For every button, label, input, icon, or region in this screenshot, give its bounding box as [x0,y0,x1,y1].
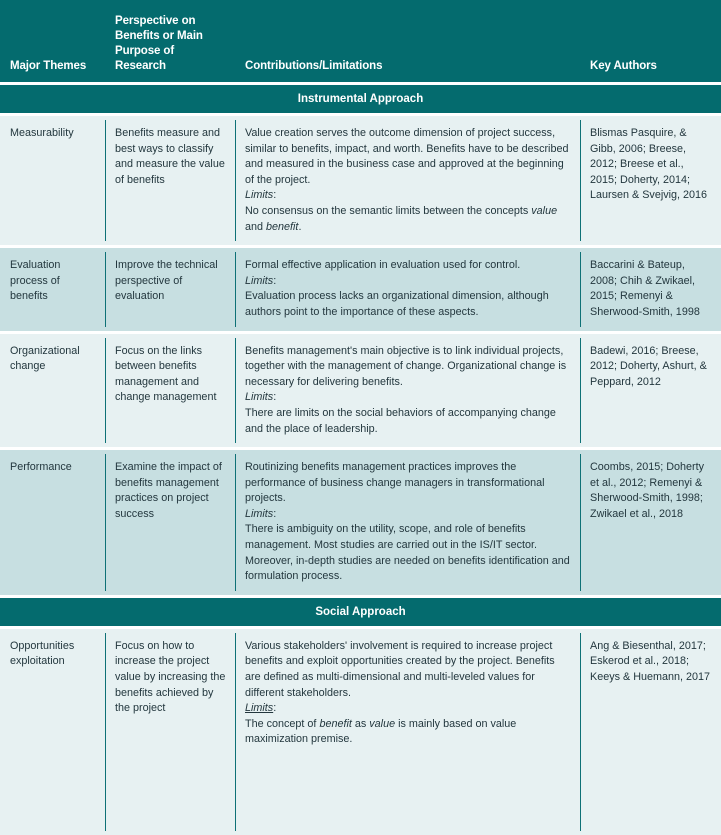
cell-perspective: Focus on how to increase the project value by increasing the benefits achieved by the project [105,629,235,835]
contributions-text: Formal effective application in evaluation used for control. [245,259,521,272]
limits-term-2: value [369,717,396,730]
section-header-social: Social Approach [0,598,721,626]
limits-label: Limits [245,391,274,404]
limits-colon: : [273,702,277,715]
contributions-text: Various stakeholders' involvement is required to increase project benefits and exploit opportunities created by the project. Benefits are defined as multi-dimensional and multi-leveled values for different stakeholders. [245,639,555,699]
limits-colon: : [273,274,277,287]
cell-contributions [235,116,580,245]
limits-text-after: . [298,220,302,233]
cell-perspective: Examine the impact of benefits management practices on project success [105,450,235,595]
table-row [0,334,721,448]
cell-major-theme: Evaluation process of benefits [10,259,61,303]
cell-perspective: Benefits measure and best ways to classify and measure the value of benefits [105,116,235,245]
cell-key-authors: Blismas Pasquire, & Gibb, 2006; Breese, 2012; Breese et al., 2015; Doherty, 2014; Laursen & Svejvig, 2016 [580,116,721,245]
limits-colon: : [273,189,277,202]
table-row [0,248,721,330]
cell-key-authors: Ang & Biesenthal, 2017; Eskerod et al., 2018; Keeys & Huemann, 2017 [580,629,721,835]
contributions-text: Benefits management's main objective is to link individual projects, together with the management of change. Organizational change is necessary for delivering benefits. [245,344,567,388]
cell-contributions [235,334,580,448]
table-row [0,629,721,835]
table-header-row [0,0,721,82]
limits-text-before: Evaluation process lacks an organizational dimension, although authors point to the importance of these aspects. [245,290,549,318]
cell-perspective: Improve the technical perspective of evaluation [105,248,235,330]
limits-text-before: There are limits on the social behaviors of accompanying change and the place of leadership. [245,406,556,435]
limits-text-middle: as [351,717,370,730]
limits-label: Limits [245,189,274,202]
limits-text-middle: and [245,220,267,233]
section-header-instrumental: Instrumental Approach [0,85,721,113]
limits-term-2: benefit [266,220,299,233]
cell-major-theme: Measurability [10,127,74,139]
limits-label: Limits [245,702,274,715]
limits-label: Limits [245,274,274,287]
column-header-contributions: Contributions/Limitations [245,60,383,72]
contributions-text: Value creation serves the outcome dimension of project success, similar to benefits, impact, and worth. Benefits have to be described and measured in the business case and approved at the beginning of the project. [245,127,569,186]
column-header-perspective: Perspective on Benefits or Main Purpose of Research [115,15,203,72]
limits-colon: : [273,507,277,520]
cell-contributions [235,248,580,330]
cell-perspective: Focus on the links between benefits management and change management [105,334,235,448]
limits-text-before: No consensus on the semantic limits between the concepts [245,204,532,217]
cell-major-theme: Performance [10,461,72,474]
limits-label: Limits [245,507,274,520]
limits-term-1: benefit [319,717,352,730]
table-row [0,116,721,245]
cell-key-authors: Badewi, 2016; Breese, 2012; Doherty, Ashurt, & Peppard, 2012 [580,334,721,448]
limits-text-before: There is ambiguity on the utility, scope, and role of benefits management. Most studies are carried out in the IS/IT sector. Moreover, in-depth studies are needed on benefits identification and formulation process. [245,523,570,583]
table-row [0,450,721,595]
cell-contributions [235,629,580,835]
cell-key-authors: Coombs, 2015; Doherty et al., 2012; Remenyi & Sherwood-Smith, 1998; Zwikael et al., 2018 [580,450,721,595]
cell-major-theme: Opportunities exploitation [10,639,75,668]
limits-text-after: is mainly based on value maximization premise. [245,717,517,746]
limits-colon: : [273,391,277,404]
column-header-key-authors: Key Authors [590,60,657,72]
limits-text-before: The concept of [245,717,320,730]
cell-contributions [235,450,580,595]
cell-major-theme: Organizational change [10,344,80,373]
cell-key-authors: Baccarini & Bateup, 2008; Chih & Zwikael, 2015; Remenyi & Sherwood-Smith, 1998 [580,248,721,330]
contributions-text: Routinizing benefits management practices improves the performance of business change managers in transformational projects. [245,461,545,505]
column-header-major-themes: Major Themes [10,60,87,72]
limits-term-1: value [531,204,558,217]
